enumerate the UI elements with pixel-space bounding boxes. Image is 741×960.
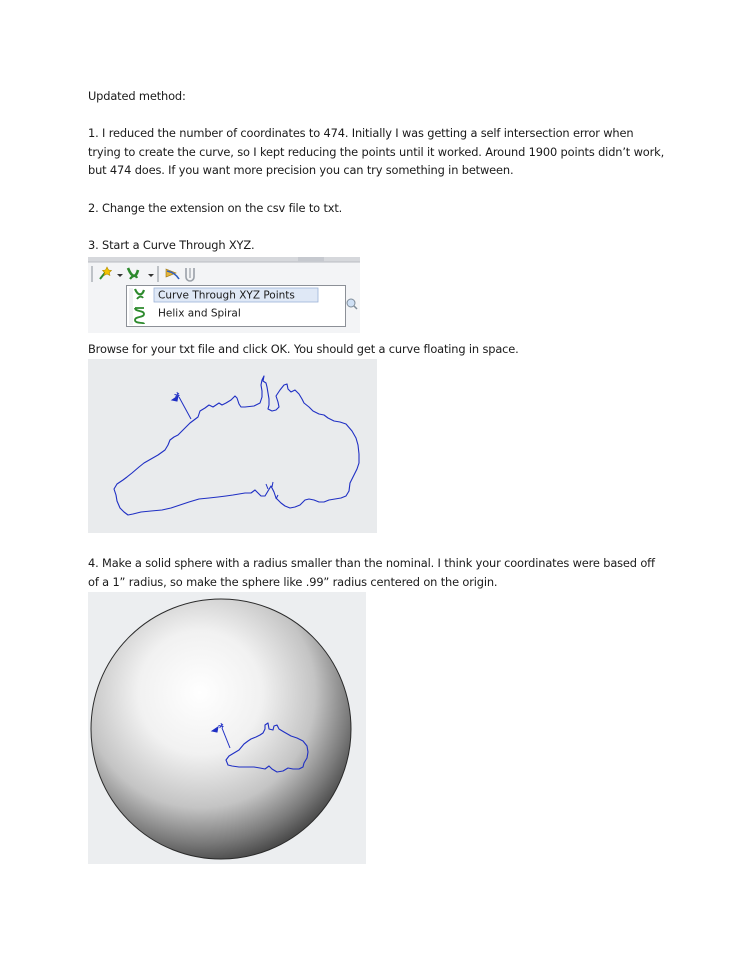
menu-item-curve-through-xyz[interactable] (135, 288, 318, 302)
continent-curve (114, 376, 359, 515)
chevron-down-icon[interactable] (117, 274, 123, 277)
solid-sphere (91, 599, 351, 859)
curve-screenshot (88, 359, 377, 533)
step-4-text: 4. Make a solid sphere with a radius smaller than the nominal. I think your coordinates were based off of a 1” radius, so make the sphere like .99” radius centered on the origin. (88, 556, 655, 589)
origin-triad-icon (172, 392, 191, 419)
magnifier-icon (347, 299, 357, 309)
sphere-screenshot (88, 592, 366, 864)
chevron-down-icon[interactable] (148, 274, 154, 277)
split-line-icon[interactable] (186, 268, 194, 281)
step-1-text: 1. I reduced the number of coordinates to 474. Initially I was getting a self intersection error when trying to create the curve, so I kept reducing the points until it worked. Around 1900 points didn’t work, but 474 does. If you want more precision you can try something in between. (88, 126, 665, 177)
curve-tool-icon[interactable] (128, 268, 138, 279)
menu-item-label: Helix and Spiral (158, 307, 241, 320)
doc-heading: Updated method: (88, 89, 186, 103)
step-3-text: 3. Start a Curve Through XYZ. (88, 238, 255, 252)
flyout-menu (127, 286, 346, 327)
sketch-star-icon[interactable] (100, 267, 112, 279)
toolbar-screenshot (88, 257, 360, 333)
menu-item-label: Curve Through XYZ Points (158, 289, 295, 302)
browse-note-text: Browse for your txt file and click OK. You should get a curve floating in space. (88, 342, 519, 356)
project-curve-icon[interactable] (166, 269, 179, 279)
step-2-text: 2. Change the extension on the csv file to txt. (88, 201, 343, 215)
